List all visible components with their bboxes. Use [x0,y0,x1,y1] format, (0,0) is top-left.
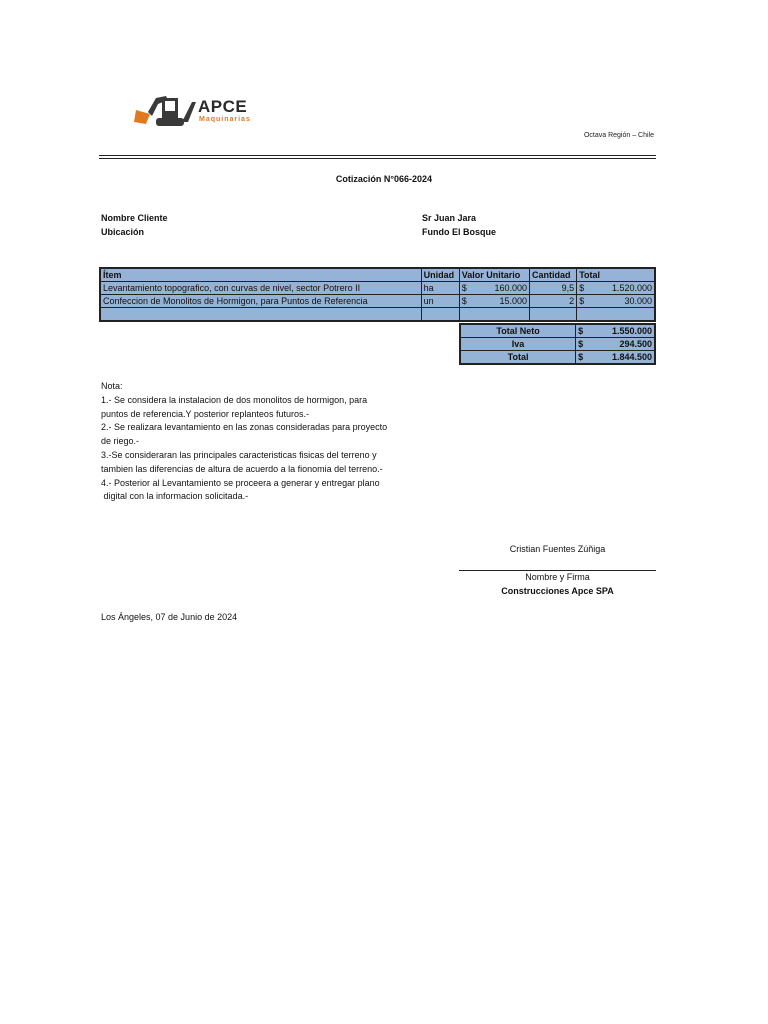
empty-cell [100,308,421,322]
iva-cell [576,338,655,351]
row-qty: 2 [530,295,577,308]
row-item: Confeccion de Monolitos de Hormigon, para Puntos de Referencia [100,295,421,308]
currency-symbol: $ [579,283,585,293]
signer-name: Cristian Fuentes Zúñiga [509,544,606,554]
header-qty: Cantidad [530,268,577,282]
client-location-label: Ubicación [101,227,145,237]
signature-line [459,570,656,571]
row-total: 1.520.000 [611,283,652,293]
document-date: Los Ángeles, 07 de Junio de 2024 [101,612,238,622]
neto-label: Total Neto [460,324,576,338]
header-unit-price: Valor Unitario [459,268,529,282]
iva-label: Iva [460,338,576,351]
table-row [100,282,655,295]
row-unit-price: 160.000 [494,283,528,293]
total-cell [576,351,655,365]
totals-row-iva [460,338,655,351]
currency-symbol: $ [578,326,584,336]
client-name-value: Sr Juan Jara [422,213,477,223]
note-line: 3.-Se consideraran las principales caracteristicas fisicas del terreno y [101,449,377,460]
note-line: puntos de referencia.Y posterior replanteos futuros.- [101,408,309,419]
row-unit-price-cell [459,295,529,308]
signature-company: Construcciones Apce SPA [501,586,614,596]
notes-block [101,380,387,504]
empty-cell [577,308,655,322]
empty-cell [459,308,529,322]
header-divider-2 [99,158,656,159]
header-total: Total [577,268,655,282]
row-item: Levantamiento topografico, con curvas de nivel, sector Potrero II [100,282,421,295]
currency-symbol: $ [578,339,584,349]
row-unit-price: 15.000 [499,296,528,306]
table-row [100,295,655,308]
row-unit: ha [421,282,459,295]
currency-symbol: $ [461,283,467,293]
total-label: Total [460,351,576,365]
signature-caption: Nombre y Firma [525,572,590,582]
note-line: Nota: [101,381,123,391]
empty-cell [530,308,577,322]
neto-value: 1.550.000 [611,326,652,336]
header-unit: Unidad [421,268,459,282]
neto-cell [576,324,655,338]
row-total-cell [577,282,655,295]
region-label: Octava Región – Chile [583,132,654,139]
note-line: 2.- Se realizara levantamiento en las zonas consideradas para proyecto [101,422,388,433]
note-line: digital con la informacion solicitada.- [101,491,249,502]
currency-symbol: $ [579,296,585,306]
header-item: Ítem [100,268,421,282]
note-line: de riego.- [101,436,140,447]
totals-table [459,323,656,365]
currency-symbol: $ [578,352,584,362]
client-name-label: Nombre Cliente [101,213,168,223]
note-line: 4.- Posterior al Levantamiento se proceera a generar y entregar plano [101,477,380,488]
note-line: 1.- Se considera la instalacion de dos monolitos de hormigon, para [101,394,368,405]
totals-row-neto [460,324,655,338]
total-value: 1.844.500 [611,352,652,362]
row-unit-price-cell [459,282,529,295]
table-header-row [100,268,655,282]
currency-symbol: $ [461,296,467,306]
quote-title: Cotización N°066-2024 [335,174,433,184]
brand-name: APCE [198,97,248,116]
row-unit: un [421,295,459,308]
brand-subtitle: Maquinarias [199,116,251,123]
totals-row-total [460,351,655,365]
table-row-empty [100,308,655,322]
row-total: 30.000 [624,296,652,306]
items-table [99,267,656,322]
note-line: tambien las diferencias de altura de acuerdo a la fionomia del terreno.- [101,463,383,474]
client-location-value: Fundo El Bosque [422,227,496,237]
header-divider [99,155,656,156]
iva-value: 294.500 [619,339,652,349]
row-qty: 9,5 [530,282,577,295]
empty-cell [421,308,459,322]
row-total-cell [577,295,655,308]
